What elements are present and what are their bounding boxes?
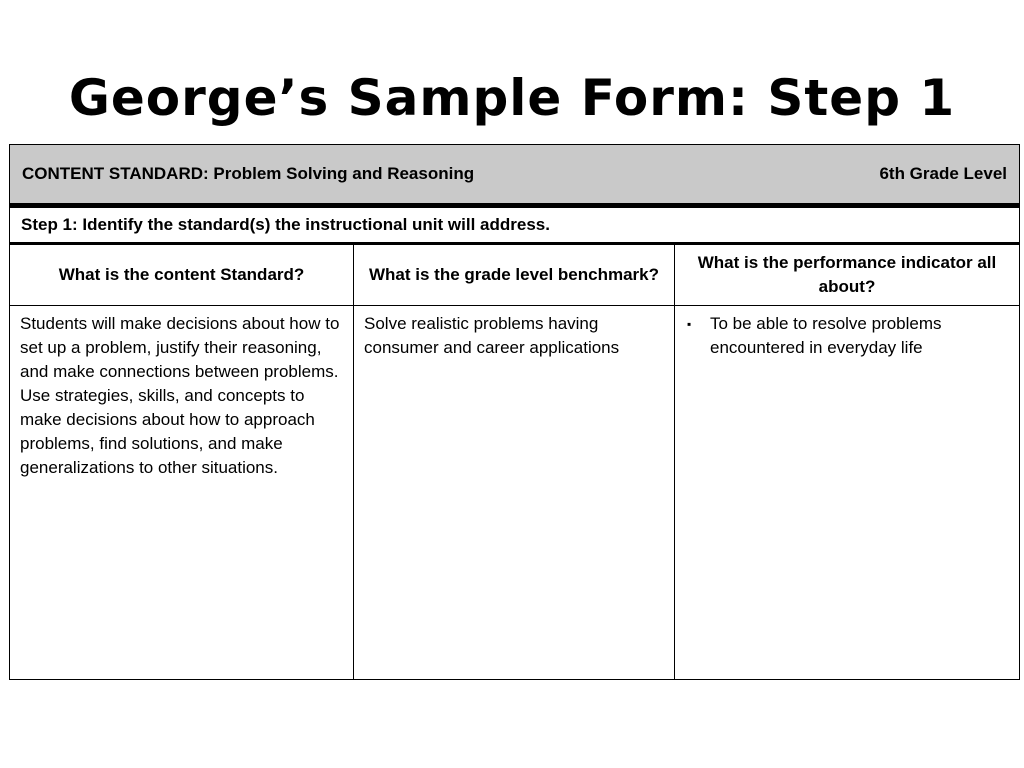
benchmark-answer: Solve realistic problems having consumer and career applications [354, 306, 675, 680]
content-standard-question: What is the content Standard? [10, 244, 354, 306]
content-standard-row [10, 145, 1020, 206]
sample-form-table [9, 144, 1020, 680]
slide-title: George’s Sample Form: Step 1 [68, 69, 956, 127]
grade-level-label: 6th Grade Level [879, 164, 1008, 183]
list-item [685, 312, 1010, 360]
benchmark-question: What is the grade level benchmark? [354, 244, 675, 306]
performance-indicator-text: To be able to resolve problems encountered in everyday life [710, 314, 942, 357]
content-standard-cell [10, 145, 1020, 206]
performance-indicator-answer [675, 306, 1020, 680]
content-standard-answer: Students will make decisions about how to set up a problem, justify their reasoning, and make connections between problems. Use strategies, skills, and concepts to make decisions about how to approach problems, find solutions, and make generalizations to other situations. [10, 306, 354, 680]
content-standard-label: CONTENT STANDARD: Problem Solving and Reasoning [22, 164, 475, 183]
answer-row [10, 306, 1020, 680]
square-bullet-icon: ▪ [687, 317, 692, 331]
step-row [10, 206, 1020, 244]
question-header-row [10, 244, 1020, 306]
performance-indicator-list [685, 312, 1010, 360]
performance-indicator-question: What is the performance indicator all about? [675, 244, 1020, 306]
step-instruction: Step 1: Identify the standard(s) the instructional unit will address. [10, 206, 1020, 244]
